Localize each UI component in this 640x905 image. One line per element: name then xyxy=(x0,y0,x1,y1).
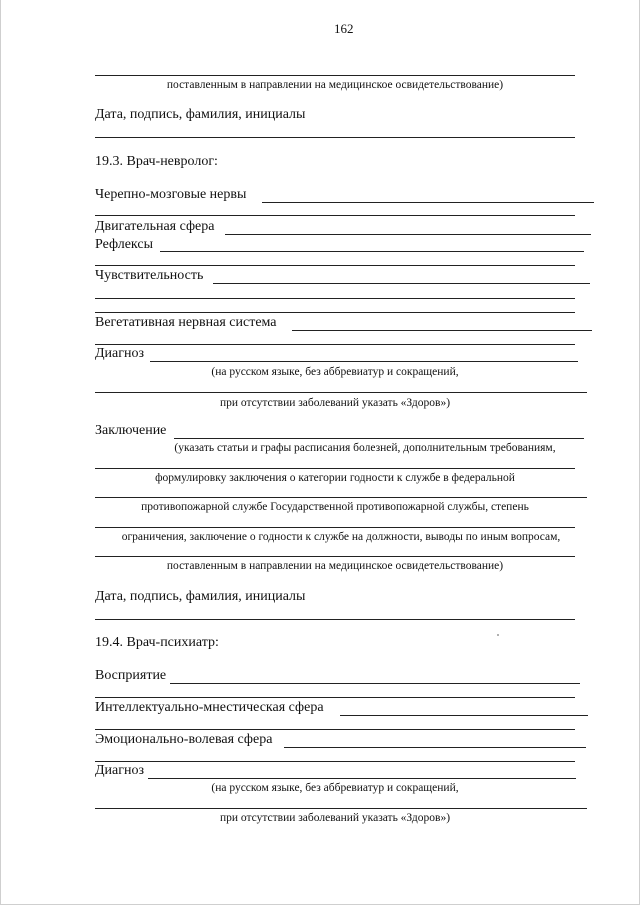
fill-line[interactable] xyxy=(95,344,575,345)
fill-line[interactable] xyxy=(95,761,575,762)
field-caption: (на русском языке, без аббревиатур и сокращений, xyxy=(211,366,459,378)
fill-line[interactable] xyxy=(95,298,575,299)
field-caption: при отсутствии заболеваний указать «Здоров») xyxy=(219,397,451,409)
field-input-sensitivity[interactable] xyxy=(213,283,590,284)
field-caption: (указать статьи и графы расписания болезней, дополнительным требованиям, xyxy=(174,442,556,454)
fill-line[interactable] xyxy=(95,312,575,313)
field-label-sensitivity: Чувствительность xyxy=(95,268,204,283)
fill-line[interactable] xyxy=(95,729,575,730)
section-heading-psychiatrist: 19.4. Врач-психиатр: xyxy=(95,635,219,650)
field-label-motor-sphere: Двигательная сфера xyxy=(95,219,215,234)
field-input-diagnosis[interactable] xyxy=(148,778,576,779)
signature-line[interactable] xyxy=(95,137,575,138)
field-label-diagnosis: Диагноз xyxy=(95,763,145,778)
field-label-diagnosis: Диагноз xyxy=(95,346,145,361)
field-input-diagnosis[interactable] xyxy=(150,361,578,362)
field-caption: ограничения, заключение о годности к службе на должности, выводы по иным вопросам, xyxy=(121,531,561,543)
fill-line[interactable] xyxy=(95,697,575,698)
signature-label: Дата, подпись, фамилия, инициалы xyxy=(95,589,306,604)
fill-line[interactable] xyxy=(95,497,587,498)
field-caption: поставленным в направлении на медицинское освидетельствование) xyxy=(166,79,504,91)
fill-line[interactable] xyxy=(95,556,575,557)
field-input-reflexes[interactable] xyxy=(160,251,584,252)
field-label-cranial-nerves: Черепно-мозговые нервы xyxy=(95,187,247,202)
fill-line[interactable] xyxy=(95,75,575,76)
field-input-intellect[interactable] xyxy=(340,715,588,716)
field-label-autonomic-system: Вегетативная нервная система xyxy=(95,315,277,330)
fill-line[interactable] xyxy=(95,392,587,393)
fill-line[interactable] xyxy=(95,265,575,266)
signature-label: Дата, подпись, фамилия, инициалы xyxy=(95,107,306,122)
field-label-perception: Восприятие xyxy=(95,668,167,683)
page-number: 162 xyxy=(334,21,354,36)
field-input-perception[interactable] xyxy=(170,683,580,684)
fill-line[interactable] xyxy=(95,527,575,528)
section-heading-neurologist: 19.3. Врач-невролог: xyxy=(95,154,218,169)
fill-line[interactable] xyxy=(95,468,575,469)
scan-speck xyxy=(497,634,499,636)
field-input-autonomic-system[interactable] xyxy=(292,330,592,331)
page-border-left xyxy=(0,0,1,905)
field-input-motor-sphere[interactable] xyxy=(225,234,591,235)
field-input-cranial-nerves[interactable] xyxy=(262,202,594,203)
field-input-conclusion[interactable] xyxy=(174,438,584,439)
field-caption: противопожарной службе Государственной противопожарной службы, степень xyxy=(141,501,529,513)
field-input-emotional[interactable] xyxy=(284,747,586,748)
fill-line[interactable] xyxy=(95,215,575,216)
signature-line[interactable] xyxy=(95,619,575,620)
field-label-conclusion: Заключение xyxy=(95,423,167,438)
field-caption: формулировку заключения о категории годности к службе в федеральной xyxy=(155,472,515,484)
field-caption: при отсутствии заболеваний указать «Здоров») xyxy=(219,812,451,824)
fill-line[interactable] xyxy=(95,808,587,809)
field-label-reflexes: Рефлексы xyxy=(95,237,153,252)
field-caption: (на русском языке, без аббревиатур и сокращений, xyxy=(211,782,459,794)
field-label-intellect: Интеллектуально-мнестическая сфера xyxy=(95,700,324,715)
field-label-emotional: Эмоционально-волевая сфера xyxy=(95,732,273,747)
field-caption: поставленным в направлении на медицинское освидетельствование) xyxy=(166,560,504,572)
